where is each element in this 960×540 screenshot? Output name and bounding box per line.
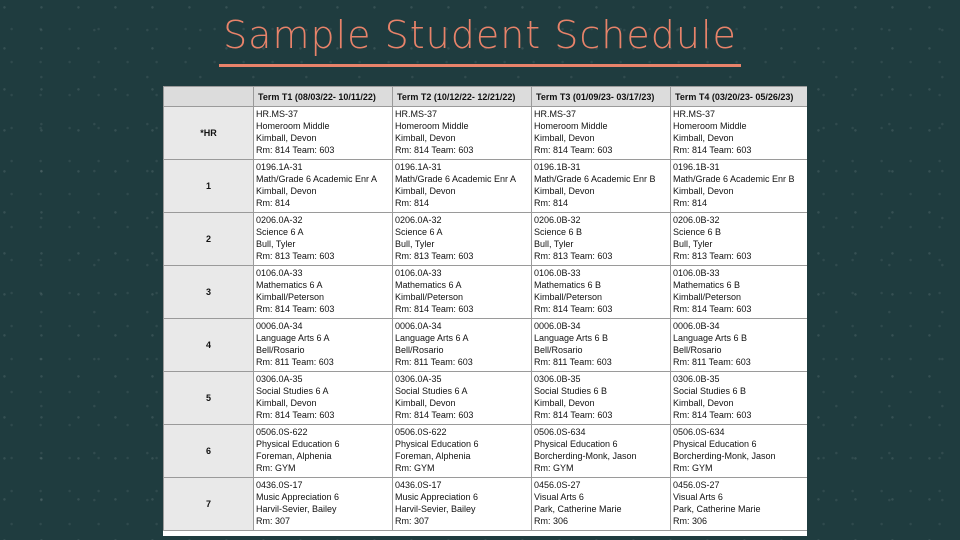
schedule-cell — [254, 266, 393, 319]
course-code: 0196.1A-31 — [395, 162, 442, 172]
course-name: Science 6 B — [534, 227, 583, 237]
teacher-name: Bell/Rosario — [534, 345, 583, 355]
teacher-name: Bell/Rosario — [673, 345, 722, 355]
room-info: Rm: 814 Team: 603 — [534, 145, 613, 155]
teacher-name: Foreman, Alphenia — [256, 451, 332, 461]
schedule-cell — [671, 372, 808, 425]
teacher-name: Borcherding-Monk, Jason — [534, 451, 637, 461]
teacher-name: Park, Catherine Marie — [673, 504, 761, 514]
teacher-name: Kimball/Peterson — [673, 292, 742, 302]
course-name: Language Arts 6 A — [256, 333, 330, 343]
course-name: Homeroom Middle — [534, 121, 608, 131]
course-name: Mathematics 6 A — [256, 280, 323, 290]
schedule-cell — [254, 425, 393, 478]
schedule-cell — [393, 372, 532, 425]
course-code: 0206.0B-32 — [534, 215, 581, 225]
course-name: Homeroom Middle — [395, 121, 469, 131]
table-row — [164, 372, 808, 425]
table-row — [164, 160, 808, 213]
course-code: HR.MS-37 — [673, 109, 716, 119]
teacher-name: Bull, Tyler — [256, 239, 296, 249]
page-title — [0, 8, 960, 67]
schedule-cell — [671, 266, 808, 319]
schedule-body — [164, 107, 808, 531]
course-code: 0506.0S-622 — [256, 427, 308, 437]
teacher-name: Kimball, Devon — [534, 133, 595, 143]
teacher-name: Bull, Tyler — [534, 239, 574, 249]
room-info: Rm: GYM — [395, 463, 435, 473]
course-code: 0006.0A-34 — [395, 321, 442, 331]
teacher-name: Kimball, Devon — [673, 186, 734, 196]
course-name: Homeroom Middle — [256, 121, 330, 131]
schedule-cell — [671, 213, 808, 266]
teacher-name: Kimball, Devon — [395, 186, 456, 196]
course-code: 0306.0B-35 — [673, 374, 720, 384]
teacher-name: Kimball, Devon — [256, 398, 317, 408]
schedule-cell — [254, 107, 393, 160]
course-code: HR.MS-37 — [395, 109, 438, 119]
teacher-name: Kimball, Devon — [395, 398, 456, 408]
room-info: Rm: 813 Team: 603 — [534, 251, 613, 261]
table-row — [164, 266, 808, 319]
room-info: Rm: 307 — [395, 516, 430, 526]
teacher-name: Kimball, Devon — [256, 186, 317, 196]
room-info: Rm: 814 Team: 603 — [256, 304, 335, 314]
schedule-table — [163, 86, 807, 531]
teacher-name: Kimball/Peterson — [395, 292, 464, 302]
room-info: Rm: 814 — [534, 198, 569, 208]
schedule-cell — [671, 425, 808, 478]
course-name: Music Appreciation 6 — [256, 492, 340, 502]
course-name: Physical Education 6 — [395, 439, 479, 449]
room-info: Rm: 813 Team: 603 — [673, 251, 752, 261]
schedule-cell — [393, 425, 532, 478]
period-label: 3 — [164, 266, 254, 319]
room-info: Rm: 814 — [395, 198, 430, 208]
course-name: Physical Education 6 — [673, 439, 757, 449]
table-row — [164, 425, 808, 478]
schedule-cell — [532, 425, 671, 478]
teacher-name: Kimball, Devon — [256, 133, 317, 143]
course-code: HR.MS-37 — [534, 109, 577, 119]
room-info: Rm: 814 — [256, 198, 291, 208]
course-name: Social Studies 6 B — [534, 386, 608, 396]
teacher-name: Kimball, Devon — [534, 186, 595, 196]
course-name: Physical Education 6 — [256, 439, 340, 449]
teacher-name: Bull, Tyler — [673, 239, 713, 249]
teacher-name: Bell/Rosario — [395, 345, 444, 355]
course-code: 0106.0A-33 — [256, 268, 303, 278]
course-code: 0006.0B-34 — [673, 321, 720, 331]
room-info: Rm: 814 Team: 603 — [673, 304, 752, 314]
course-name: Math/Grade 6 Academic Enr B — [534, 174, 656, 184]
header-term-t2: Term T2 (10/12/22- 12/21/22) — [393, 87, 532, 107]
schedule-cell — [671, 319, 808, 372]
course-name: Visual Arts 6 — [534, 492, 584, 502]
room-info: Rm: 814 Team: 603 — [395, 304, 474, 314]
period-label: 2 — [164, 213, 254, 266]
course-name: Science 6 A — [256, 227, 304, 237]
course-code: 0306.0A-35 — [256, 374, 303, 384]
period-label: 4 — [164, 319, 254, 372]
teacher-name: Harvil-Sevier, Bailey — [395, 504, 476, 514]
room-info: Rm: 307 — [256, 516, 291, 526]
schedule-cell — [532, 213, 671, 266]
course-name: Homeroom Middle — [673, 121, 747, 131]
room-info: Rm: 306 — [673, 516, 708, 526]
schedule-cell — [393, 213, 532, 266]
schedule-cell — [393, 478, 532, 531]
room-info: Rm: 814 Team: 603 — [395, 145, 474, 155]
course-code: 0436.0S-17 — [395, 480, 442, 490]
course-code: 0456.0S-27 — [534, 480, 581, 490]
teacher-name: Foreman, Alphenia — [395, 451, 471, 461]
header-term-t4: Term T4 (03/20/23- 05/26/23) — [671, 87, 808, 107]
room-info: Rm: 814 Team: 603 — [534, 410, 613, 420]
schedule-cell — [393, 160, 532, 213]
teacher-name: Borcherding-Monk, Jason — [673, 451, 776, 461]
course-name: Math/Grade 6 Academic Enr B — [673, 174, 795, 184]
teacher-name: Harvil-Sevier, Bailey — [256, 504, 337, 514]
room-info: Rm: 814 Team: 603 — [256, 145, 335, 155]
room-info: Rm: 306 — [534, 516, 569, 526]
course-code: 0506.0S-634 — [534, 427, 586, 437]
table-row — [164, 107, 808, 160]
room-info: Rm: 813 Team: 603 — [256, 251, 335, 261]
schedule-cell — [532, 107, 671, 160]
course-code: 0206.0B-32 — [673, 215, 720, 225]
course-code: 0006.0A-34 — [256, 321, 303, 331]
course-code: 0206.0A-32 — [256, 215, 303, 225]
room-info: Rm: 814 Team: 603 — [256, 410, 335, 420]
course-name: Language Arts 6 A — [395, 333, 469, 343]
room-info: Rm: 811 Team: 603 — [673, 357, 751, 367]
course-code: 0106.0B-33 — [534, 268, 581, 278]
course-name: Math/Grade 6 Academic Enr A — [395, 174, 517, 184]
room-info: Rm: 814 — [673, 198, 708, 208]
header-term-t3: Term T3 (01/09/23- 03/17/23) — [532, 87, 671, 107]
course-code: 0306.0A-35 — [395, 374, 442, 384]
teacher-name: Park, Catherine Marie — [534, 504, 622, 514]
schedule-cell — [532, 319, 671, 372]
course-name: Mathematics 6 B — [534, 280, 602, 290]
teacher-name: Kimball/Peterson — [534, 292, 603, 302]
room-info: Rm: 814 Team: 603 — [673, 410, 752, 420]
room-info: Rm: GYM — [256, 463, 296, 473]
teacher-name: Kimball, Devon — [395, 133, 456, 143]
room-info: Rm: 814 Team: 603 — [395, 410, 474, 420]
course-code: 0206.0A-32 — [395, 215, 442, 225]
schedule-cell — [532, 266, 671, 319]
course-code: 0006.0B-34 — [534, 321, 581, 331]
course-code: 0106.0B-33 — [673, 268, 720, 278]
course-name: Visual Arts 6 — [673, 492, 723, 502]
schedule-cell — [393, 107, 532, 160]
period-label: 5 — [164, 372, 254, 425]
schedule-cell — [254, 160, 393, 213]
course-code: 0306.0B-35 — [534, 374, 581, 384]
course-name: Social Studies 6 A — [395, 386, 468, 396]
course-code: 0506.0S-622 — [395, 427, 447, 437]
course-name: Mathematics 6 B — [673, 280, 741, 290]
schedule-cell — [671, 160, 808, 213]
course-code: 0196.1B-31 — [673, 162, 720, 172]
schedule-cell — [532, 478, 671, 531]
period-label: 7 — [164, 478, 254, 531]
period-label: 1 — [164, 160, 254, 213]
header-row — [164, 87, 808, 107]
room-info: Rm: 813 Team: 603 — [395, 251, 474, 261]
course-code: 0106.0A-33 — [395, 268, 442, 278]
period-label: *HR — [164, 107, 254, 160]
course-name: Language Arts 6 B — [534, 333, 609, 343]
room-info: Rm: 814 Team: 603 — [673, 145, 752, 155]
page-title-text: Sample Student Schedule — [219, 8, 741, 67]
table-row — [164, 319, 808, 372]
schedule-cell — [254, 213, 393, 266]
schedule-cell — [671, 107, 808, 160]
schedule-cell — [254, 372, 393, 425]
room-info: Rm: 811 Team: 603 — [256, 357, 334, 367]
course-code: 0456.0S-27 — [673, 480, 720, 490]
teacher-name: Kimball/Peterson — [256, 292, 325, 302]
course-code: HR.MS-37 — [256, 109, 299, 119]
schedule-cell — [532, 372, 671, 425]
course-code: 0196.1B-31 — [534, 162, 581, 172]
course-code: 0506.0S-634 — [673, 427, 725, 437]
schedule-cell — [393, 319, 532, 372]
course-name: Social Studies 6 B — [673, 386, 747, 396]
course-name: Language Arts 6 B — [673, 333, 748, 343]
course-name: Music Appreciation 6 — [395, 492, 479, 502]
teacher-name: Kimball, Devon — [673, 133, 734, 143]
course-name: Science 6 A — [395, 227, 443, 237]
schedule-cell — [671, 478, 808, 531]
teacher-name: Kimball, Devon — [534, 398, 595, 408]
room-info: Rm: 814 Team: 603 — [534, 304, 613, 314]
teacher-name: Bell/Rosario — [256, 345, 305, 355]
course-code: 0196.1A-31 — [256, 162, 303, 172]
schedule-sheet — [163, 86, 807, 536]
room-info: Rm: 811 Team: 603 — [395, 357, 473, 367]
schedule-header — [164, 87, 808, 107]
room-info: Rm: GYM — [673, 463, 713, 473]
table-row — [164, 478, 808, 531]
schedule-cell — [254, 478, 393, 531]
teacher-name: Kimball, Devon — [673, 398, 734, 408]
schedule-cell — [393, 266, 532, 319]
course-name: Science 6 B — [673, 227, 722, 237]
schedule-cell — [532, 160, 671, 213]
room-info: Rm: 811 Team: 603 — [534, 357, 612, 367]
course-code: 0436.0S-17 — [256, 480, 303, 490]
header-term-t1: Term T1 (08/03/22- 10/11/22) — [254, 87, 393, 107]
course-name: Mathematics 6 A — [395, 280, 462, 290]
course-name: Physical Education 6 — [534, 439, 618, 449]
header-corner — [164, 87, 254, 107]
course-name: Social Studies 6 A — [256, 386, 329, 396]
period-label: 6 — [164, 425, 254, 478]
teacher-name: Bull, Tyler — [395, 239, 435, 249]
schedule-cell — [254, 319, 393, 372]
room-info: Rm: GYM — [534, 463, 574, 473]
course-name: Math/Grade 6 Academic Enr A — [256, 174, 378, 184]
table-row — [164, 213, 808, 266]
